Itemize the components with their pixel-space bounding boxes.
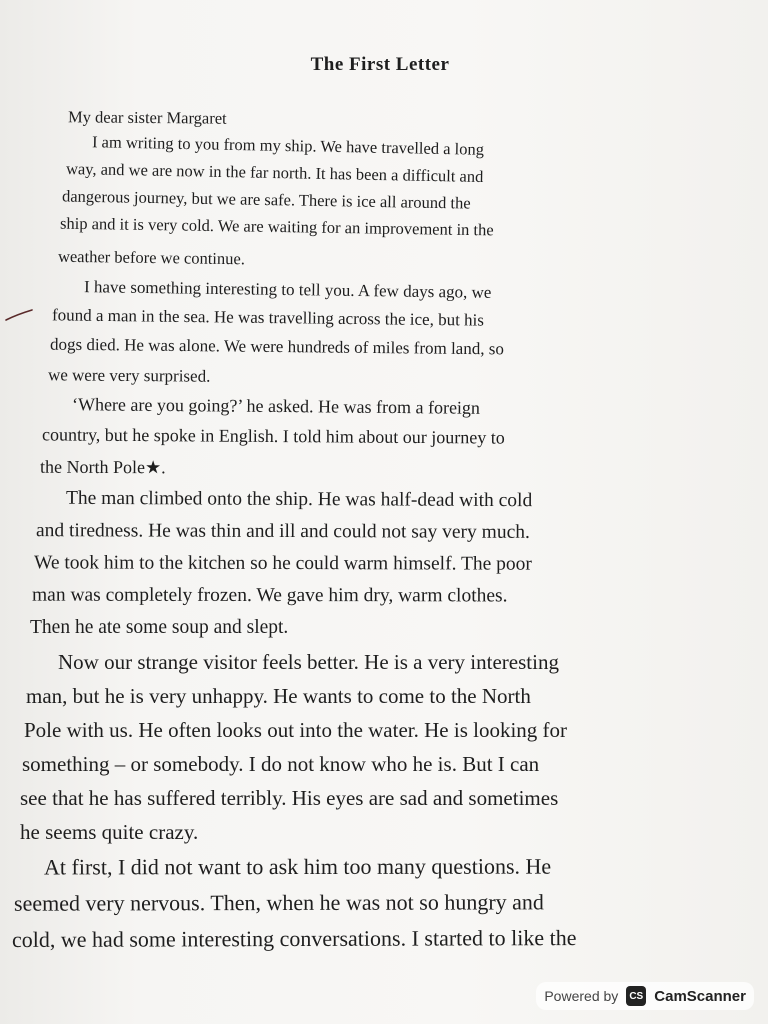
text-line: the North Pole★. <box>39 456 166 478</box>
camscanner-brand: CamScanner <box>654 987 746 1005</box>
text-line: My dear sister Margaret <box>67 107 227 128</box>
text-line: ‘Where are you going?’ he asked. He was from a foreign <box>71 394 481 418</box>
text-line: cold, we had some interesting conversations. I started to like the <box>11 925 577 952</box>
text-line: man was completely frozen. We gave him dry, warm clothes. <box>31 584 508 607</box>
text-line: seemed very nervous. Then, when he was not so hungry and <box>13 889 544 916</box>
text-line: ship and it is very cold. We are waiting for an improvement in the <box>59 213 494 240</box>
text-line: weather before we continue. <box>57 246 246 269</box>
text-line: see that he has suffered terribly. His eyes are sad and sometimes <box>20 786 559 810</box>
text-line: dogs died. He was alone. We were hundreds of miles from land, so <box>49 334 504 359</box>
text-line: way, and we are now in the far north. It has been a difficult and <box>65 158 484 187</box>
text-line: dangerous journey, but we are safe. There is ice all around the <box>61 186 471 213</box>
text-line: I have something interesting to tell you. A few days ago, we <box>83 277 492 302</box>
camscanner-watermark <box>536 982 754 1010</box>
text-line: something – or somebody. I do not know who he is. But I can <box>22 752 540 776</box>
text-line: The man climbed onto the ship. He was half-dead with cold <box>65 487 533 512</box>
text-line: and tiredness. He was thin and ill and could not say very much. <box>35 520 530 543</box>
text-line: Now our strange visitor feels better. He is a very interesting <box>58 650 559 674</box>
text-line: I am writing to you from my ship. We have travelled a long <box>91 132 485 159</box>
text-line: found a man in the sea. He was travelling across the ice, but his <box>51 305 485 330</box>
text-line: we were very surprised. <box>47 365 211 386</box>
camscanner-logo-icon: CS <box>626 986 646 1006</box>
text-line: country, but he spoke in English. I told him about our journey to <box>41 424 505 448</box>
pen-mark <box>4 308 34 322</box>
text-line: man, but he is very unhappy. He wants to come to the North <box>26 684 531 708</box>
text-line: We took him to the kitchen so he could warm himself. The poor <box>33 552 532 575</box>
text-line: he seems quite crazy. <box>20 820 199 844</box>
powered-by-label: Powered by <box>544 988 619 1004</box>
text-line: Pole with us. He often looks out into the water. He is looking for <box>24 718 568 742</box>
text-line: Then he ate some soup and slept. <box>30 617 289 638</box>
page-title: The First Letter <box>310 54 450 75</box>
text-line: At first, I did not want to ask him too many questions. He <box>43 853 552 880</box>
